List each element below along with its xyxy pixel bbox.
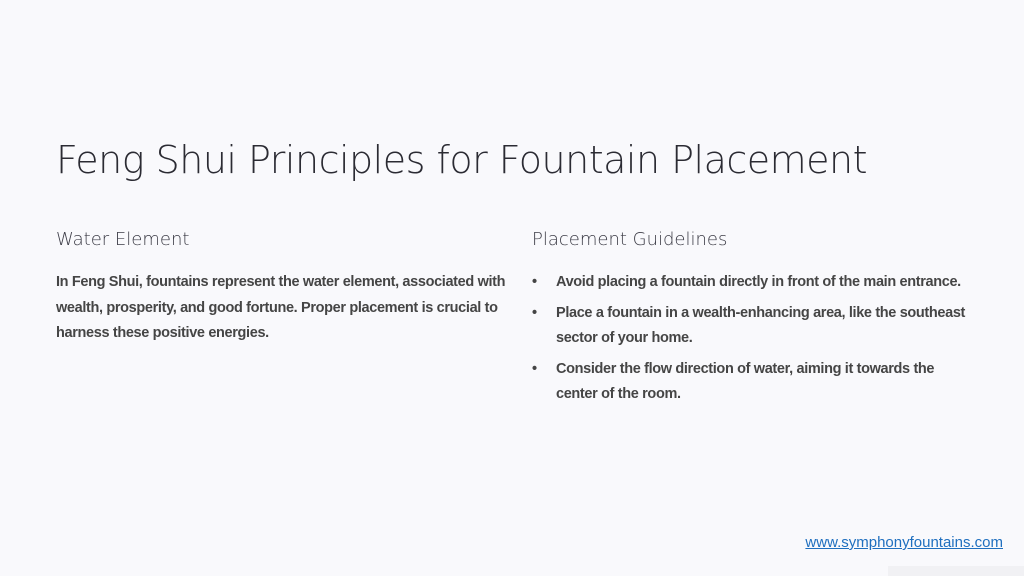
placement-guidelines-heading: Placement Guidelines — [532, 229, 728, 250]
placement-guidelines-list — [532, 270, 972, 413]
list-item — [532, 357, 972, 408]
page-title: Feng Shui Principles for Fountain Placement — [56, 138, 868, 182]
list-item — [532, 301, 972, 352]
website-link[interactable]: www.symphonyfountains.com — [805, 534, 1003, 551]
water-element-heading: Water Element — [56, 229, 190, 250]
water-element-paragraph: In Feng Shui, fountains represent the water element, associated with wealth, prosperity, and good fortune. Proper placement is crucial to harness these positive energies. — [56, 274, 506, 341]
list-item — [532, 270, 972, 296]
bullet-icon: • — [532, 360, 537, 377]
list-item-text: Place a fountain in a wealth-enhancing area, like the southeast sector of your home. — [556, 304, 966, 346]
bullet-icon: • — [532, 304, 537, 321]
list-item-text: Avoid placing a fountain directly in front of the main entrance. — [556, 274, 961, 290]
list-item-text: Consider the flow direction of water, aiming it towards the center of the room. — [556, 360, 935, 402]
bullet-icon: • — [532, 274, 537, 290]
corner-tab — [888, 566, 1024, 576]
